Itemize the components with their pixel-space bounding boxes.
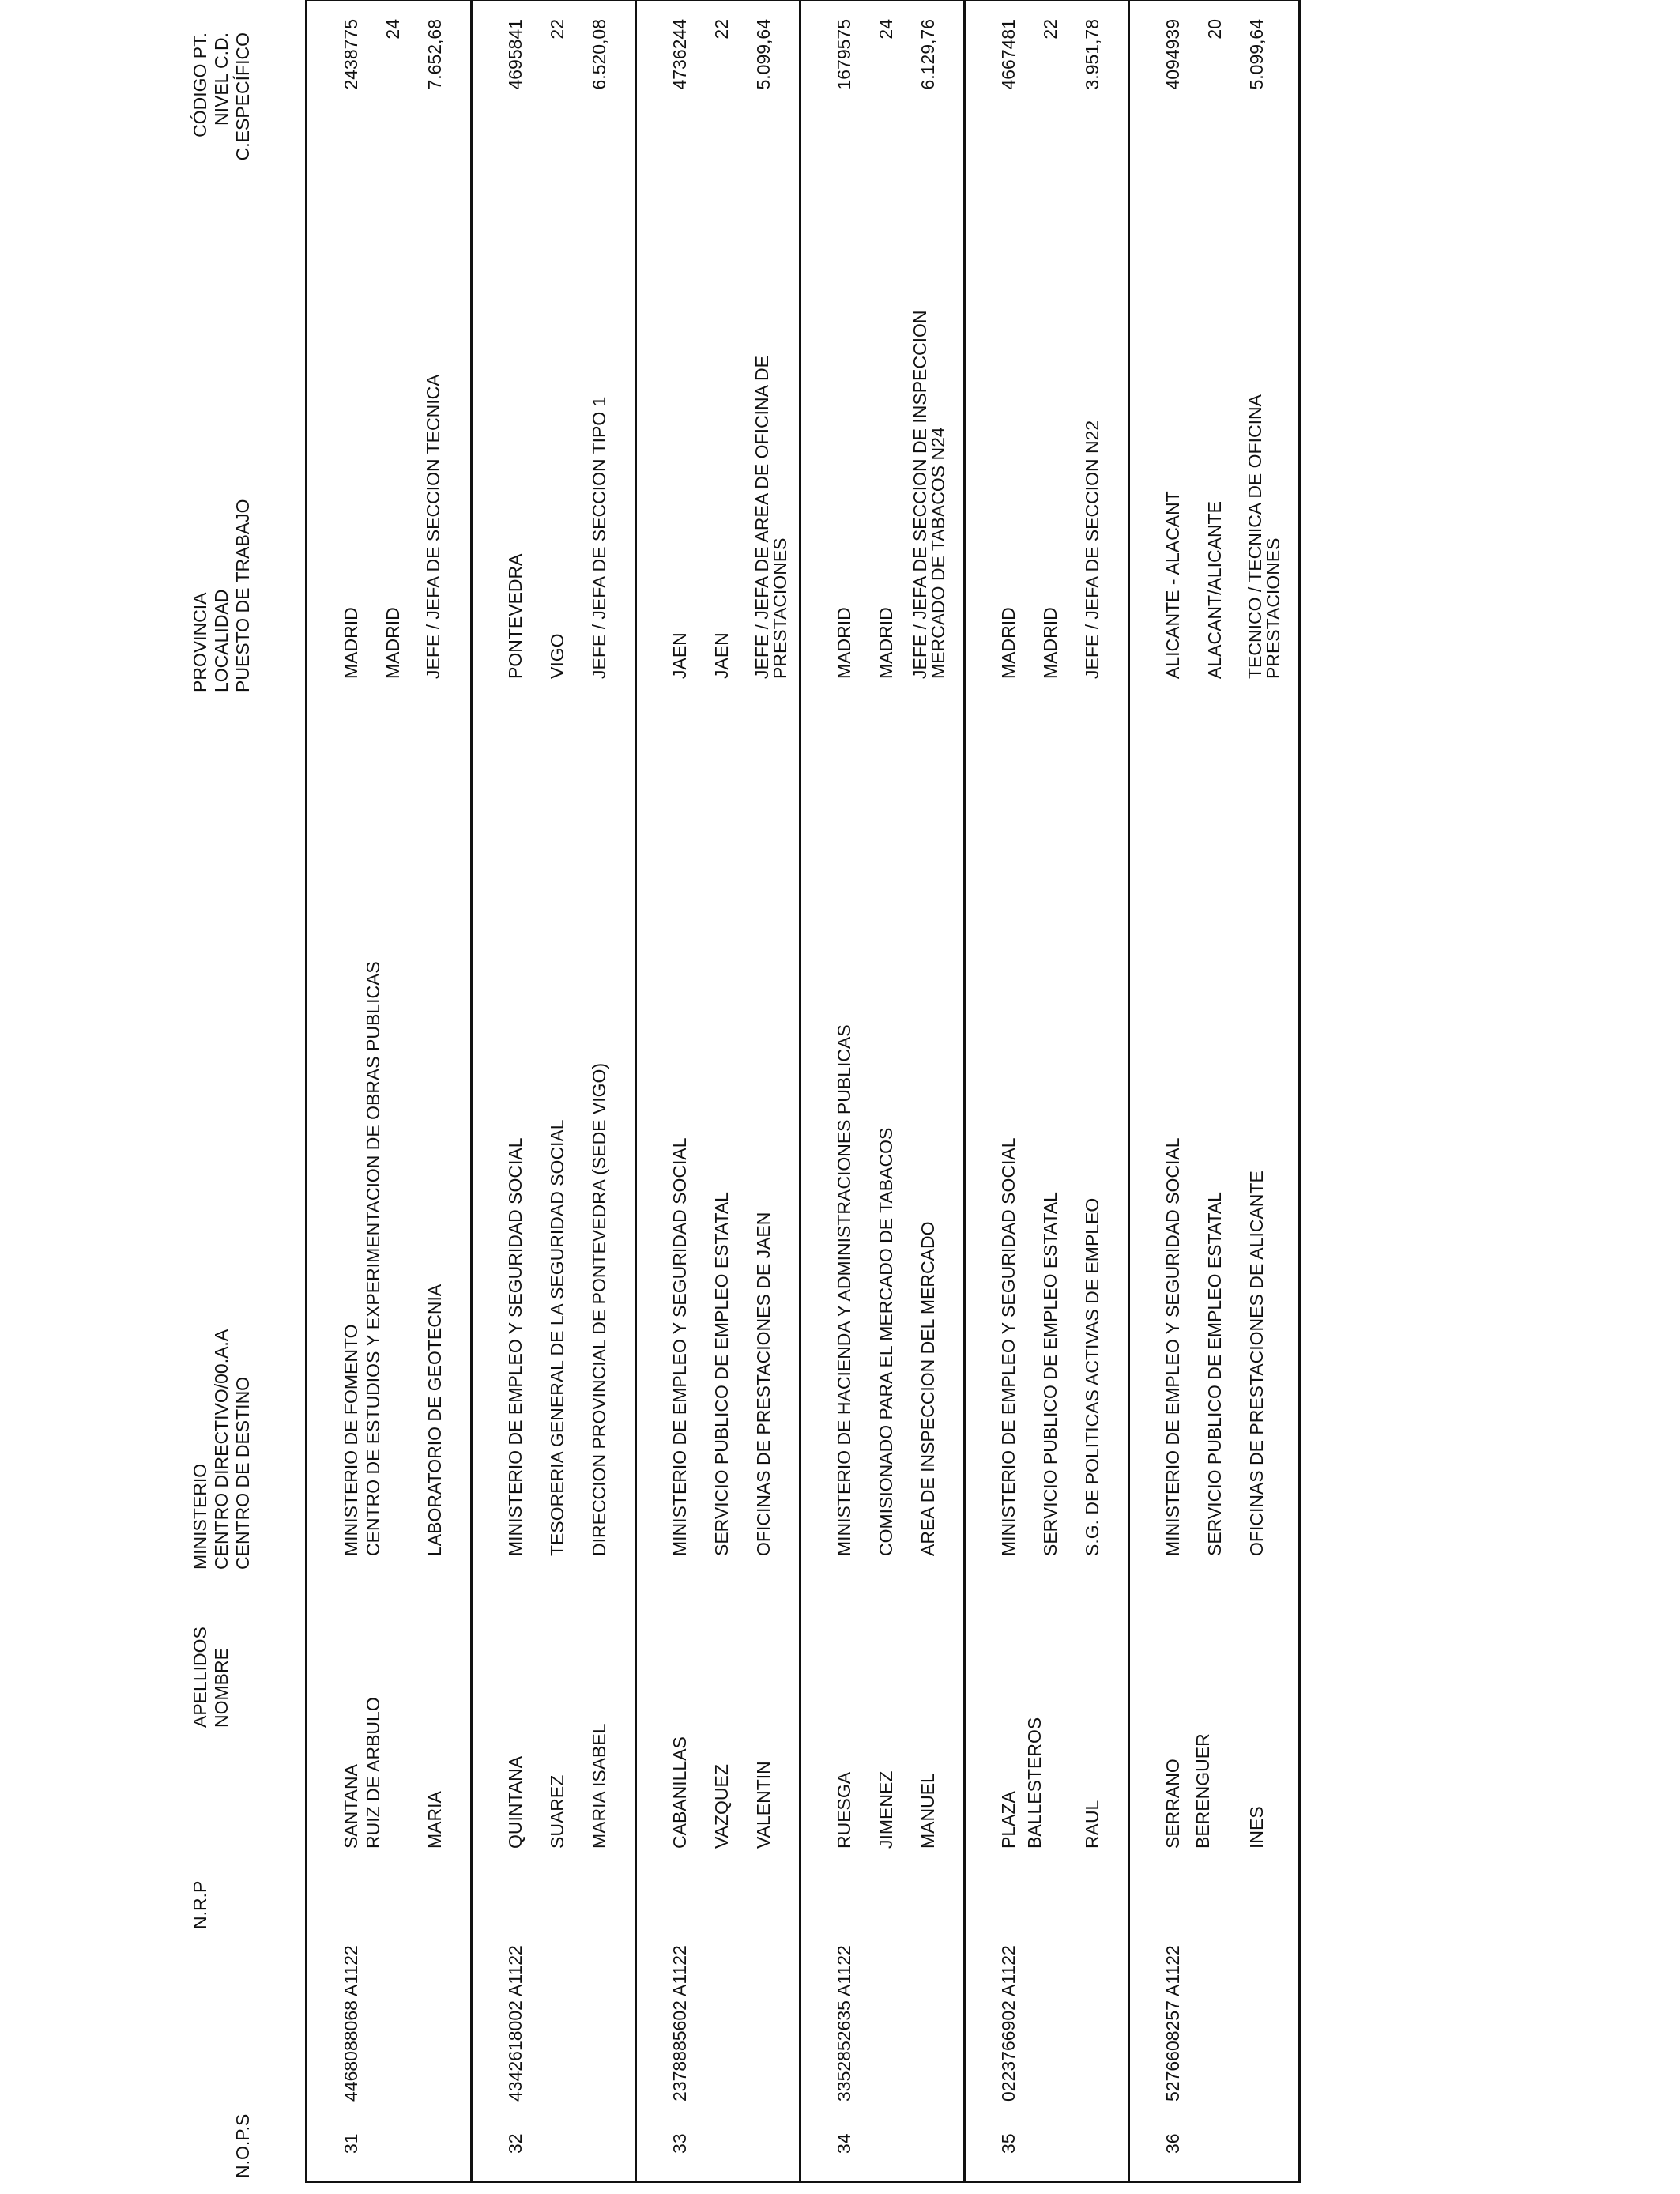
table-row (800, 1, 962, 2181)
table-row (1129, 1, 1291, 2181)
localidad-cell: MADRID (1040, 607, 1060, 679)
nops-cell: 32 (505, 2133, 525, 2154)
provincia-cell: ALICANTE - ALACANT (1162, 491, 1183, 679)
localidad-cell: ALACANT/ALICANTE (1204, 501, 1225, 679)
nrp-cell: 4342618002 A1122 (505, 1945, 525, 2102)
header-codigo (190, 32, 254, 187)
apellido1-cell: QUINTANA (505, 1755, 525, 1849)
especifico-cell: 7.652,68 (424, 19, 445, 90)
centro-destino-cell: LABORATORIO DE GEOTECNIA (424, 1284, 445, 1556)
provincia-cell: JAEN (669, 632, 690, 679)
header-codigo-label: CÓDIGO PT. (190, 32, 210, 138)
nops-cell: 35 (998, 2133, 1019, 2154)
centro-directivo-cell: TESORERIA GENERAL DE LA SEGURIDAD SOCIAL (547, 1119, 567, 1556)
ministerio-cell: MINISTERIO DE FOMENTO (341, 1324, 361, 1556)
codigo-cell: 4094939 (1162, 19, 1183, 90)
nivel-cell: 20 (1204, 19, 1225, 40)
nops-cell: 34 (834, 2133, 854, 2154)
apellido1-cell: RUESGA (834, 1771, 854, 1849)
centro-directivo-cell: SERVICIO PUBLICO DE EMPLEO ESTATAL (711, 1192, 732, 1556)
ministerio-cell: MINISTERIO DE EMPLEO Y SEGURIDAD SOCIAL (998, 1137, 1019, 1556)
header-puesto-label: PUESTO DE TRABAJO (232, 499, 253, 692)
centro-destino-cell: DIRECCION PROVINCIAL DE PONTEVEDRA (SEDE VIGO) (589, 1062, 609, 1556)
nombre-cell: INES (1246, 1806, 1267, 1849)
nivel-cell: 24 (382, 19, 403, 40)
nombre-cell: MANUEL (917, 1773, 938, 1849)
header-centro-destino-label: CENTRO DE DESTINO (232, 1376, 253, 1570)
nrp-cell: 0223766902 A1122 (998, 1945, 1019, 2102)
especifico-cell: 5.099,64 (1246, 19, 1267, 90)
apellido2-cell: SUAREZ (547, 1774, 567, 1849)
especifico-cell: 5.099,64 (753, 19, 774, 90)
centro-directivo-cell: CENTRO DE ESTUDIOS Y EXPERIMENTACION DE OBRAS PUBLICAS (363, 961, 383, 1556)
header-apellidos-label: APELLIDOS (190, 1627, 210, 1728)
centro-directivo-cell: SERVICIO PUBLICO DE EMPLEO ESTATAL (1040, 1192, 1060, 1556)
nops-cell: 33 (669, 2133, 690, 2154)
table-row (472, 1, 634, 2181)
nrp-cell: 3352852635 A1122 (834, 1945, 854, 2102)
puesto-cell: JEFE / JEFA DE SECCION TIPO 1 (589, 396, 609, 679)
nivel-cell: 24 (876, 19, 896, 40)
header-nivel-label: NIVEL C.D. (211, 32, 232, 126)
codigo-cell: 4695841 (505, 19, 525, 90)
apellido2-cell: JIMENEZ (876, 1770, 896, 1849)
centro-destino-cell: S.G. DE POLITICAS ACTIVAS DE EMPLEO (1082, 1197, 1102, 1556)
localidad-cell: VIGO (547, 633, 567, 679)
localidad-cell: JAEN (711, 632, 732, 679)
apellido1-cell: PLAZA (998, 1791, 1019, 1849)
provincia-cell: MADRID (834, 607, 854, 679)
codigo-cell: 4736244 (669, 19, 690, 90)
apellido2-cell: RUIZ DE ARBULO (363, 1697, 383, 1849)
header-nops-label: N.O.P.S (232, 2113, 253, 2178)
provincia-cell: PONTEVEDRA (505, 553, 525, 679)
header-nombre-label: NOMBRE (211, 1648, 232, 1728)
nombre-cell: MARIA ISABEL (589, 1723, 609, 1849)
nrp-cell: 2378885602 A1122 (669, 1945, 690, 2102)
apellido2-cell: VAZQUEZ (711, 1764, 732, 1849)
provincia-cell: MADRID (998, 607, 1019, 679)
nrp-cell: 5276608257 A1122 (1162, 1945, 1183, 2102)
centro-destino-cell: OFICINAS DE PRESTACIONES DE ALICANTE (1246, 1171, 1267, 1556)
table-row (636, 1, 798, 2181)
header-nrp (190, 1881, 211, 1929)
apellido1-cell: CABANILLAS (669, 1736, 690, 1849)
puesto-cell: JEFE / JEFA DE SECCION DE INSPECCION MERCADO DE TABACOS N24 (910, 310, 948, 679)
ministerio-cell: MINISTERIO DE HACIENDA Y ADMINISTRACIONES PUBLICAS (834, 1024, 854, 1556)
nivel-cell: 22 (547, 19, 567, 40)
nops-cell: 36 (1162, 2133, 1183, 2154)
centro-directivo-cell: SERVICIO PUBLICO DE EMPLEO ESTATAL (1204, 1192, 1225, 1556)
header-provincia-label: PROVINCIA (190, 592, 210, 692)
ministerio-cell: MINISTERIO DE EMPLEO Y SEGURIDAD SOCIAL (669, 1137, 690, 1556)
apellido2-cell: BERENGUER (1192, 1733, 1213, 1849)
puesto-cell: JEFE / JEFA DE SECCION TECNICA (423, 374, 443, 679)
codigo-cell: 4667481 (998, 19, 1019, 90)
nombre-cell: RAUL (1082, 1800, 1102, 1849)
especifico-cell: 3.951,78 (1082, 19, 1102, 90)
table-row (307, 1, 469, 2181)
header-especifico-label: C.ESPECÍFICO (232, 32, 253, 161)
especifico-cell: 6.129,76 (917, 19, 938, 90)
nivel-cell: 22 (711, 19, 732, 40)
puesto-cell: JEFE / JEFA DE SECCION N22 (1082, 420, 1102, 679)
header-ministerio-label: MINISTERIO (190, 1463, 210, 1570)
codigo-cell: 1679575 (834, 19, 854, 90)
header-localidad-label: LOCALIDAD (211, 589, 232, 692)
puesto-cell: TECNICO / TECNICA DE OFICINA PRESTACIONES (1245, 395, 1283, 679)
codigo-cell: 2438775 (341, 19, 361, 90)
nops-cell: 31 (341, 2133, 361, 2154)
centro-destino-cell: AREA DE INSPECCION DEL MERCADO (917, 1221, 938, 1556)
ministerio-cell: MINISTERIO DE EMPLEO Y SEGURIDAD SOCIAL (505, 1137, 525, 1556)
localidad-cell: MADRID (876, 607, 896, 679)
provincia-cell: MADRID (341, 607, 361, 679)
nombre-cell: MARIA (424, 1791, 445, 1849)
apellido1-cell: SERRANO (1162, 1759, 1183, 1849)
puesto-cell: JEFE / JEFA DE AREA DE OFICINA DE PRESTACIONES (751, 355, 790, 679)
nrp-cell: 4468088068 A1122 (341, 1945, 361, 2102)
header-centro-directivo-label: CENTRO DIRECTIVO/00.A.A (211, 1329, 232, 1570)
localidad-cell: MADRID (382, 607, 403, 679)
header-nops (190, 2114, 254, 2178)
apellido2-cell: BALLESTEROS (1024, 1717, 1045, 1849)
nombre-cell: VALENTIN (753, 1761, 774, 1849)
ministerio-cell: MINISTERIO DE EMPLEO Y SEGURIDAD SOCIAL (1162, 1137, 1183, 1556)
header-apellidos (190, 1627, 232, 1728)
records-table (305, 0, 1301, 2183)
nivel-cell: 22 (1040, 19, 1060, 40)
especifico-cell: 6.520,08 (589, 19, 609, 90)
header-ministerio (190, 1329, 254, 1570)
header-provincia (190, 499, 254, 692)
apellido1-cell: SANTANA (341, 1764, 361, 1849)
centro-directivo-cell: COMISIONADO PARA EL MERCADO DE TABACOS (876, 1127, 896, 1556)
centro-destino-cell: OFICINAS DE PRESTACIONES DE JAEN (753, 1212, 774, 1556)
header-nrp-label: N.R.P (190, 1880, 210, 1929)
table-row (965, 1, 1127, 2181)
